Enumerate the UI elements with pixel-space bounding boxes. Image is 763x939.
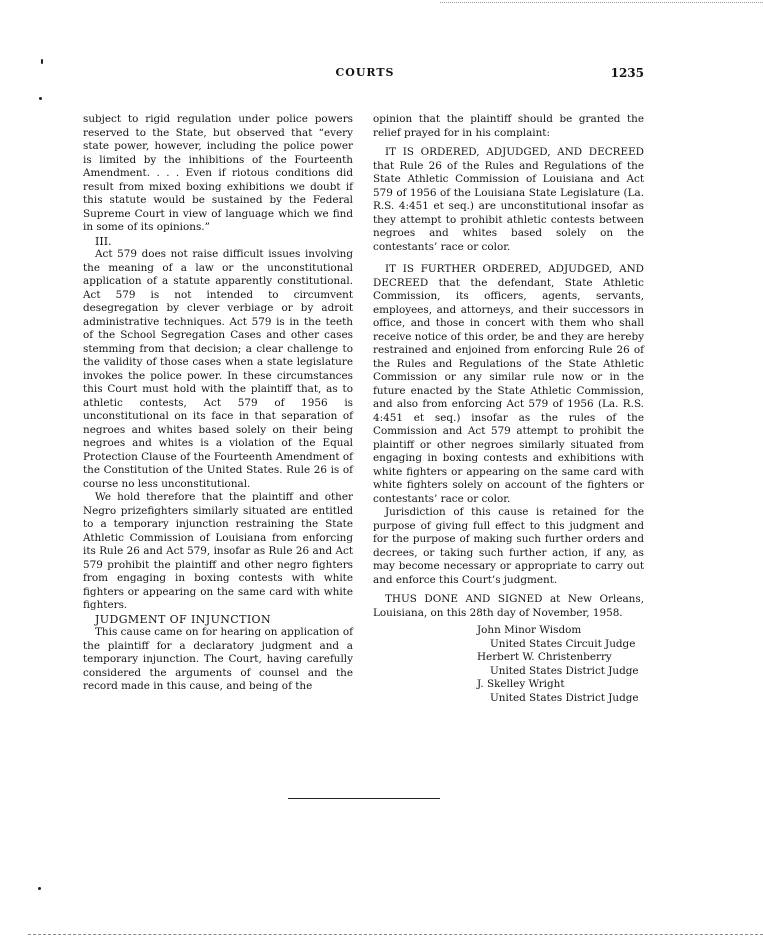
signature-title: United States Circuit Judge xyxy=(490,637,636,650)
paragraph-quote: subject to rigid regulation under police powers reserved to the State, but observed that “every state power, however, including the police power is limited by the inhibitions of the Fourteenth Amendment. . . . Even if riotous conditions did result from mixed boxing exhibitions we doubt if this statute would be sustained by the Federal Supreme Court in view of language which we find in some of its opinions.” xyxy=(83,113,353,233)
left-column xyxy=(83,113,353,694)
right-column xyxy=(373,113,644,705)
signature-name: John Minor Wisdom xyxy=(477,624,582,636)
signature-name: Herbert W. Christenberry xyxy=(477,651,612,663)
paragraph-cause: This cause came on for hearing on application of the plaintiff for a declaratory judgment and a temporary injunction. The Court, having carefully considered the arguments of counsel and the record made in this cause, and being of the xyxy=(83,626,353,692)
paragraph-further-ordered: IT IS FURTHER ORDERED, ADJUDGED, AND DECREED that the defendant, State Athletic Commission, its officers, agents, servants, employees, and attorneys, and their successors in office, and those in concert with them who shall receive notice of this order, be and they are hereby restrained and enjoined from enforcing Rule 26 of the Rules and Regulations of the State Athletic Commission or any similar rule now or in the future enacted by the State Athletic Commission, and also from enforcing Act 579 of 1956 (La. R.S. 4:451 et seq.) insofar as the rules of the Commission and Act 579 attempt to prohibit the plaintiff or other negroes similarly situated from engaging in boxing contests and exhibitions with white fighters or appearing on the same card with white fighters solely on account of the fighters or contestants’ race or color. xyxy=(373,263,644,505)
signature-block xyxy=(465,624,644,705)
bottom-edge-marks xyxy=(28,934,763,935)
top-edge-marks xyxy=(440,2,763,3)
signature-name: J. Skelley Wright xyxy=(477,678,565,690)
judgment-heading: JUDGMENT OF INJUNCTION xyxy=(95,612,272,626)
signature-title: United States District Judge xyxy=(490,691,639,704)
margin-speck xyxy=(39,97,42,100)
end-rule xyxy=(288,798,440,799)
paragraph-ordered: IT IS ORDERED, ADJUDGED, AND DECREED that Rule 26 of the Rules and Regulations of the State Athletic Commission of Louisiana and Act 579 of 1956 of the Louisiana State Legislature (La. R.S. 4:451 et seq.) are unconstitutional insofar as they attempt to prohibit athletic contests between negroes and whites based solely on the contestants’ race or color. xyxy=(373,146,644,253)
paragraph-jurisdiction: Jurisdiction of this cause is retained for the purpose of giving full effect to this judgment and for the purpose of making such further orders and decrees, or taking such further action, if any, as may become necessary or appropriate to carry out and enforce this Court’s judgment. xyxy=(373,506,644,586)
paragraph-holding: We hold therefore that the plaintiff and other Negro prizefighters similarly situated are entitled to a temporary injunction restraining the State Athletic Commission of Louisiana from enforcing its Rule 26 and Act 579, insofar as Rule 26 and Act 579 prohibit the plaintiff and other negro fighters from engaging in boxing contests with white fighters or appearing on the same card with white fighters. xyxy=(83,491,353,611)
signature-title: United States District Judge xyxy=(490,664,639,677)
page-number: 1235 xyxy=(610,66,644,80)
margin-speck xyxy=(41,59,43,64)
paragraph-done-and-signed: THUS DONE AND SIGNED at New Orleans, Louisiana, on this 28th day of November, 1958. xyxy=(373,593,644,619)
paragraph-act-579: Act 579 does not raise difficult issues involving the meaning of a law or the unconstitutional application of a statute apparently constitutional. Act 579 is not intended to circumvent desegregation by clever verbiage or by adroit administrative techniques. Act 579 is in the teeth of the School Segregation Cases and other cases stemming from that decision; a clear challenge to the validity of those cases when a state legislature invokes the police power. In these circumstances this Court must hold with the plaintiff that, as to athletic contests, Act 579 of 1956 is unconstitutional on its face in that separation of negroes and whites based solely on their being negroes and whites is a violation of the Equal Protection Clause of the Fourteenth Amendment of the Constitution of the United States. Rule 26 is of course no less unconstitutional. xyxy=(83,248,353,490)
section-heading: III. xyxy=(95,234,112,248)
margin-speck xyxy=(38,887,41,890)
running-header: COURTS xyxy=(335,66,395,79)
paragraph-opinion: opinion that the plaintiff should be granted the relief prayed for in his complaint: xyxy=(373,113,644,139)
